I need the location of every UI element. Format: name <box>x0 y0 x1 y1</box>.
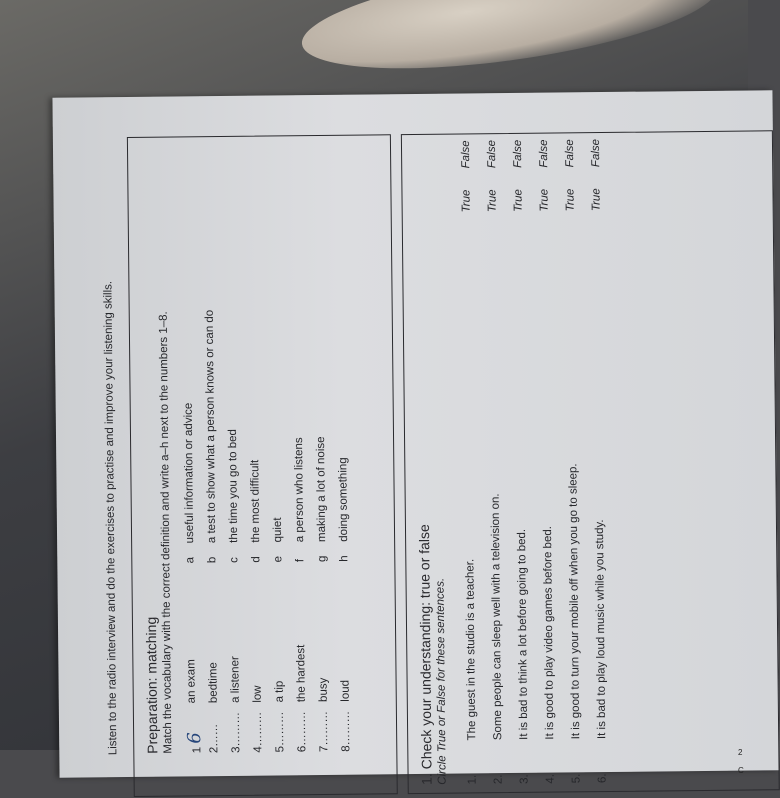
statement-number: 5. <box>570 773 583 784</box>
definition-letter: h <box>338 555 351 562</box>
definition-letter: e <box>272 555 285 563</box>
false-option[interactable]: False <box>459 140 473 169</box>
false-option[interactable]: False <box>589 138 603 168</box>
true-option[interactable]: True <box>512 189 525 212</box>
definition-letter: g <box>316 555 329 563</box>
match-blank[interactable]: 8……… <box>339 710 353 752</box>
match-word: a listener <box>229 656 242 703</box>
false-option[interactable]: False <box>485 140 499 169</box>
definition-letter: c <box>228 557 241 563</box>
definition-text: the most difficult <box>249 459 263 543</box>
match-word: a tip <box>273 680 286 703</box>
match-word: loud <box>339 679 352 702</box>
match-number: 1 <box>191 746 204 754</box>
statement-number: 2. <box>492 774 505 785</box>
statement-text: It is good to play video games before bed. <box>541 526 557 740</box>
statement-number: 4. <box>544 773 557 784</box>
definition-letter: f <box>294 558 307 563</box>
statement-text: It is bad to play loud music while you study. <box>593 519 609 740</box>
true-option[interactable]: True <box>460 189 473 213</box>
statement-number: 3. <box>518 774 531 784</box>
match-word: low <box>251 685 264 703</box>
true-option[interactable]: True <box>538 188 551 212</box>
definition-text: a person who listens <box>293 437 307 543</box>
handwritten-answer: 6 <box>184 732 206 744</box>
statement-number: 1. <box>466 774 479 785</box>
edge-mark: C <box>738 766 744 775</box>
definition-text: useful information or advice <box>182 402 197 544</box>
match-item-1 <box>184 732 205 753</box>
false-option[interactable]: False <box>563 139 577 168</box>
match-blank[interactable]: 4……… <box>251 711 265 753</box>
match-blank[interactable]: 6……… <box>295 711 309 753</box>
preparation-title: Preparation: matching <box>142 616 161 754</box>
false-option[interactable]: False <box>537 139 551 168</box>
intro-text: Listen to the radio interview and do the exercises to practise and improve your listening skills. <box>102 280 120 756</box>
match-blank[interactable]: 7……… <box>317 711 331 753</box>
match-blank[interactable]: 3……… <box>229 711 243 753</box>
match-blank[interactable]: 2…… <box>208 723 221 754</box>
true-option[interactable]: True <box>590 188 603 212</box>
statement-text: The guest in the studio is a teacher. <box>464 558 479 741</box>
statement-text: It is bad to think a lot before going to bed. <box>516 528 531 740</box>
edge-mark: 2 <box>738 748 743 757</box>
check-title: 1. Check your understanding: true or false <box>415 524 435 785</box>
definition-text: quiet <box>271 517 285 543</box>
match-word: bedtime <box>207 662 220 704</box>
statement-text: Some people can sleep well with a television on. <box>489 493 505 741</box>
statement-number: 6. <box>596 773 609 784</box>
match-word: the hardest <box>295 644 308 703</box>
definition-letter: b <box>206 556 219 564</box>
true-option[interactable]: True <box>564 188 577 212</box>
false-option[interactable]: False <box>511 139 525 168</box>
definition-text: a test to show what a person knows or can do <box>203 309 219 544</box>
definition-text: doing something <box>337 457 351 542</box>
definition-text: the time you go to bed <box>226 429 241 543</box>
match-word: an exam <box>185 659 198 704</box>
match-word: busy <box>317 677 330 703</box>
worksheet-paper <box>52 90 779 785</box>
true-option[interactable]: True <box>486 189 499 213</box>
check-instruction: Circle True or False for these sentences. <box>434 577 449 785</box>
match-blank[interactable]: 5……… <box>273 711 287 753</box>
preparation-box <box>127 134 398 797</box>
check-understanding-box <box>401 130 780 794</box>
definition-letter: a <box>184 556 197 564</box>
definition-text: making a lot of noise <box>315 436 329 543</box>
preparation-instruction: Match the vocabulary with the correct definition and write a–h next to the numbers 1–8. <box>157 311 175 754</box>
worksheet-content <box>101 138 767 797</box>
statement-text: It is good to turn your mobile off when you go to sleep. <box>567 463 583 740</box>
definition-letter: d <box>250 556 263 563</box>
edge-marks <box>738 742 748 775</box>
